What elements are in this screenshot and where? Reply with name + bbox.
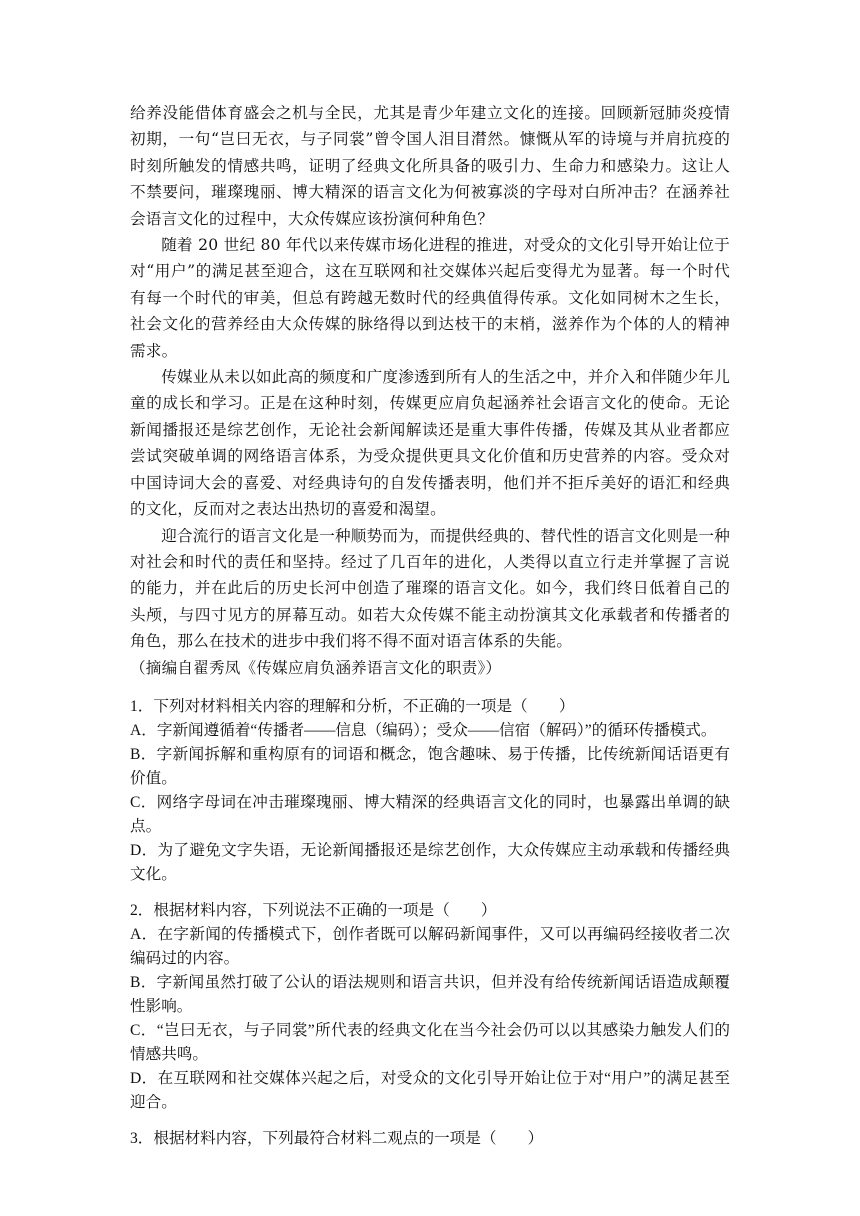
option-c: C．网络字母词在冲击璀璨瑰丽、博大精深的经典语言文化的同时，也暴露出单调的缺点。 — [130, 793, 730, 835]
passage-paragraph: 随着 20 世纪 80 年代以来传媒市场化进程的推进，对受众的文化引导开始让位于对“用户”的满足甚至迎合，这在互联网和社交媒体兴起后变得尤为显著。每一个时代有每一个时代的审美，但总有跨越无数时代的经典值得传承。文化如同树木之生长，社会文化的营养经由大众传媒的脉络得以到达枝干的末梢，滋养作为个体的人的精神需求。 — [130, 236, 730, 360]
question-1 — [130, 695, 730, 887]
question-stem: 1．下列对材料相关内容的理解和分析，不正确的一项是（ ） — [130, 697, 575, 715]
question-stem: 2．根据材料内容，下列说法不正确的一项是（ ） — [130, 901, 497, 919]
question-3 — [130, 1127, 730, 1151]
reading-passage — [130, 100, 730, 681]
option-a: A．字新闻遵循着“传播者——信息（编码）；受众——信宿（解码）”的循环传播模式。 — [130, 721, 717, 739]
option-d: D．在互联网和社交媒体兴起之后，对受众的文化引导开始让位于对“用户”的满足甚至迎合。 — [130, 1069, 730, 1111]
passage-paragraph: 给养没能借体育盛会之机与全民，尤其是青少年建立文化的连接。回顾新冠肺炎疫情初期，一句“岂曰无衣，与子同裳”曾令国人泪目潸然。慷慨从军的诗境与并肩抗疫的时刻所触发的情感共鸣，证明了经典文化所具备的吸引力、生命力和感染力。这让人不禁要问，璀璨瑰丽、博大精深的语言文化为何被寡淡的字母对白所冲击？在涵养社会语言文化的过程中，大众传媒应该扮演何种角色？ — [130, 104, 730, 228]
option-b: B．字新闻虽然打破了公认的语法规则和语言共识，但并没有给传统新闻话语造成颠覆性影响。 — [130, 973, 730, 1015]
option-c: C．“岂曰无衣，与子同裳”所代表的经典文化在当今社会仍可以以其感染力触发人们的情感共鸣。 — [130, 1021, 730, 1063]
passage-source: （摘编自翟秀凤《传媒应肩负涵养语言文化的职责》） — [130, 658, 502, 677]
option-a: A．在字新闻的传播模式下，创作者既可以解码新闻事件，又可以再编码经接收者二次编码过的内容。 — [130, 925, 730, 967]
passage-paragraph: 迎合流行的语言文化是一种顺势而为，而提供经典的、替代性的语言文化则是一种对社会和时代的责任和坚持。经过了几百年的进化，人类得以直立行走并掌握了言说的能力，并在此后的历史长河中创造了璀璨的语言文化。如今，我们终日低着自己的头颅，与四寸见方的屏幕互动。如若大众传媒不能主动扮演其文化承载者和传播者的角色，那么在技术的进步中我们将不得不面对语言体系的失能。 — [130, 526, 730, 651]
question-section — [130, 695, 730, 1151]
document-page — [130, 100, 730, 1151]
passage-paragraph: 传媒业从未以如此高的频度和广度渗透到所有人的生活之中，并介入和伴随少年儿童的成长和学习。正是在这种时刻，传媒更应肩负起涵养社会语言文化的使命。无论新闻播报还是综艺创作，无论社会新闻解读还是重大事件传播，传媒及其从业者都应尝试突破单调的网络语言体系，为受众提供更具文化价值和历史营养的内容。受众对中国诗词大会的喜爱、对经典诗句的自发传播表明，他们并不拒斥美好的语汇和经典的文化，反而对之表达出热切的喜爱和渴望。 — [130, 368, 730, 519]
question-2 — [130, 899, 730, 1115]
option-b: B．字新闻拆解和重构原有的词语和概念，饱含趣味、易于传播，比传统新闻话语更有价值。 — [130, 745, 730, 787]
option-d: D．为了避免文字失语，无论新闻播报还是综艺创作，大众传媒应主动承载和传播经典文化。 — [130, 841, 730, 883]
question-stem: 3．根据材料内容，下列最符合材料二观点的一项是（ ） — [130, 1129, 544, 1147]
